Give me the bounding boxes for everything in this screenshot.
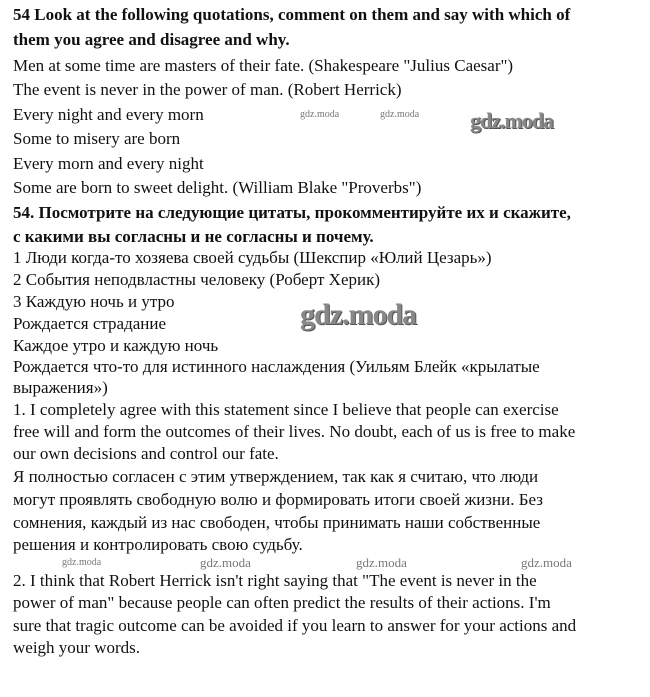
task-title-ru: 54. Посмотрите на следующие цитаты, прокомментируйте их и скажите, xyxy=(13,203,571,222)
answer-en-line: our own decisions and control our fate. xyxy=(13,444,279,463)
quote-line-ru: 2 События неподвластны человеку (Роберт Херик) xyxy=(13,270,381,289)
watermark: gdz.moda xyxy=(380,109,420,120)
answer-ru-line: решения и контролировать свою судьбу. xyxy=(13,535,303,554)
answer-en-line: free will and form the outcomes of their lives. No doubt, each of us is free to make xyxy=(13,422,576,441)
task-title-ru: с какими вы согласны и не согласны и почему. xyxy=(13,227,374,246)
watermark: gdz.moda xyxy=(300,298,417,331)
watermark: gdz.moda xyxy=(521,555,572,570)
quote-line: Some to misery are born xyxy=(13,129,181,148)
answer-en-line: 1. I completely agree with this statement since I believe that people can exercise xyxy=(13,400,559,419)
quote-line: Every morn and every night xyxy=(13,154,204,173)
task-title-en: 54 Look at the following quotations, comment on them and say with which of xyxy=(13,5,571,24)
quote-line-ru: 1 Люди когда-то хозяева своей судьбы (Шекспир «Юлий Цезарь») xyxy=(13,248,492,267)
answer-ru-line: сомнения, каждый из нас свободен, чтобы принимать наши собственные xyxy=(13,513,541,532)
answer-en-line: power of man" because people can often predict the results of their actions. I'm xyxy=(13,593,551,612)
quote-line-ru: Каждое утро и каждую ночь xyxy=(13,336,219,355)
quote-line: Men at some time are masters of their fate. (Shakespeare "Julius Caesar") xyxy=(13,56,514,75)
watermark: gdz.moda xyxy=(300,109,340,120)
quote-line-ru: Рождается страдание xyxy=(13,314,167,333)
quote-line: Every night and every morn xyxy=(13,105,204,124)
watermark: gdz.moda xyxy=(470,108,554,133)
quote-line-ru: Рождается что-то для истинного наслаждения (Уильям Блейк «крылатые xyxy=(13,357,540,376)
watermark: gdz.moda xyxy=(62,557,102,568)
quote-line: The event is never in the power of man. (Robert Herrick) xyxy=(13,80,402,99)
watermark: gdz.moda xyxy=(356,555,407,570)
quote-line-ru: выражения») xyxy=(13,378,108,397)
quote-line-ru: 3 Каждую ночь и утро xyxy=(13,292,175,311)
answer-ru-line: Я полностью согласен с этим утверждением, так как я считаю, что люди xyxy=(13,467,539,486)
quote-line: Some are born to sweet delight. (William Blake "Proverbs") xyxy=(13,178,422,197)
watermark: gdz.moda xyxy=(200,555,251,570)
answer-ru-line: могут проявлять свободную волю и формировать итоги своей жизни. Без xyxy=(13,490,543,509)
task-title-en: them you agree and disagree and why. xyxy=(13,30,290,49)
answer-en-line: weigh your words. xyxy=(13,638,141,657)
answer-en-line: sure that tragic outcome can be avoided if you learn to answer for your actions and xyxy=(13,616,577,635)
answer-en-line: 2. I think that Robert Herrick isn't right saying that "The event is never in the xyxy=(13,571,537,590)
